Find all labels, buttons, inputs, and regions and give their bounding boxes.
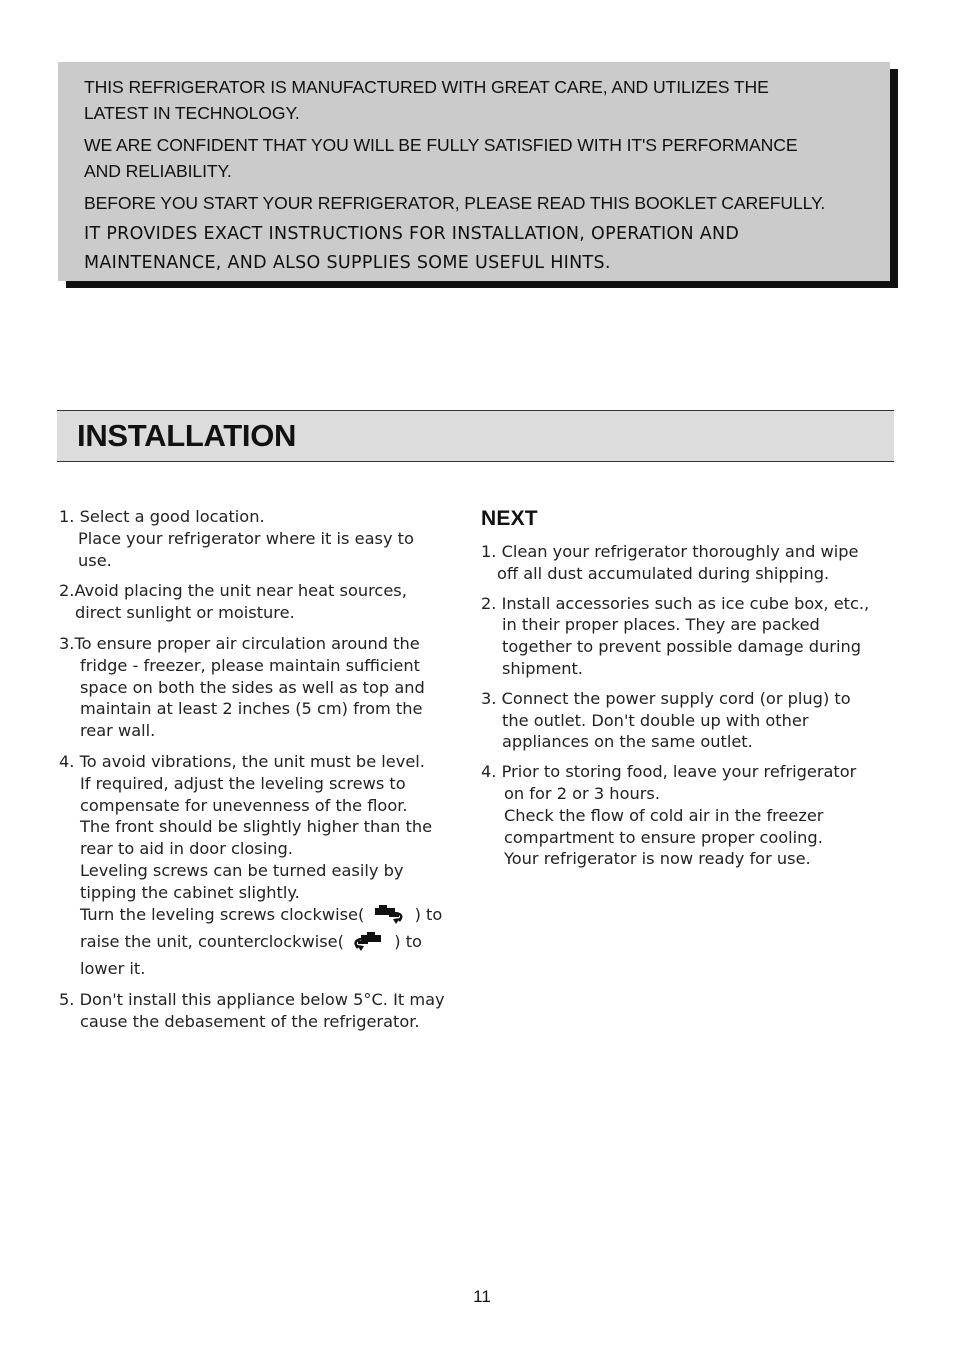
step-line: shipment. (502, 658, 583, 678)
step-line: 5. Don't install this appliance below 5°C. It may (59, 989, 445, 1009)
step-line: rear wall. (80, 721, 156, 741)
step-line: appliances on the same outlet. (502, 732, 753, 752)
section-header (57, 410, 894, 462)
intro-line: BEFORE YOU START YOUR REFRIGERATOR, PLEASE READ THIS BOOKLET CAREFULLY. (84, 193, 826, 213)
next-heading: NEXT (481, 507, 538, 530)
step-text: Turn the leveling screws clockwise( (80, 904, 365, 924)
step-line: 2.Avoid placing the unit near heat sources, (59, 581, 407, 601)
step-line: 2. Install accessories such as ice cube box, etc., (481, 593, 870, 613)
intro-line: IT PROVIDES EXACT INSTRUCTIONS FOR INSTALLATION, OPERATION AND (84, 224, 740, 244)
step-line: Your refrigerator is now ready for use. (504, 849, 811, 869)
step-line: on for 2 or 3 hours. (504, 783, 660, 803)
next-step-3 (481, 688, 901, 753)
intro-paragraph-2 (84, 132, 890, 184)
step-line: 4. To avoid vibrations, the unit must be level. (59, 751, 425, 771)
intro-paragraph-1 (84, 74, 890, 126)
step-text: raise the unit, counterclockwise( (80, 932, 344, 952)
intro-paragraph-3 (84, 190, 890, 216)
step-line: compensate for unevenness of the floor. (80, 795, 408, 815)
step-line: The front should be slightly higher than the (80, 817, 433, 837)
step-line: off all dust accumulated during shipping. (497, 563, 830, 583)
step-line: 1. Select a good location. (59, 507, 265, 526)
step-line: Leveling screws can be turned easily by (80, 860, 404, 880)
next-step-1 (481, 541, 901, 585)
step-line: space on both the sides as well as top and (80, 677, 425, 697)
step-line: fridge - freezer, please maintain sufficient (80, 655, 420, 675)
step-line: rear to aid in door closing. (80, 839, 293, 859)
intro-paragraph-4 (84, 220, 890, 278)
next-steps-right (481, 506, 901, 878)
step-line: the outlet. Don't double up with other (502, 710, 809, 730)
step-line: in their proper places. They are packed (502, 615, 820, 635)
intro-line: AND RELIABILITY. (84, 161, 232, 181)
step-line: If required, adjust the leveling screws to (80, 773, 406, 793)
step-3 (59, 633, 471, 742)
intro-line: WE ARE CONFIDENT THAT YOU WILL BE FULLY SATISFIED WITH IT'S PERFORMANCE (84, 135, 798, 155)
intro-line: MAINTENANCE, AND ALSO SUPPLIES SOME USEFUL HINTS. (84, 253, 611, 273)
intro-notice-box (58, 62, 890, 281)
section-title: INSTALLATION (77, 418, 297, 453)
counterclockwise-arrow-icon (351, 930, 387, 958)
step-2 (59, 580, 471, 624)
step-line-clockwise (59, 904, 471, 931)
step-line: 3. Connect the power supply cord (or plug) to (481, 688, 851, 708)
step-1 (59, 506, 471, 571)
step-4 (59, 751, 471, 980)
intro-line: THIS REFRIGERATOR IS MANUFACTURED WITH GREAT CARE, AND UTILIZES THE (84, 77, 769, 97)
step-line: together to prevent possible damage during (502, 637, 861, 657)
step-5 (59, 989, 471, 1033)
next-step-4 (481, 761, 901, 870)
step-line: 3.To ensure proper air circulation around the (59, 633, 420, 653)
installation-steps-left (59, 506, 471, 1042)
step-line: Check the flow of cold air in the freezer (504, 805, 824, 825)
step-line: 1. Clean your refrigerator thoroughly and wipe (481, 542, 859, 561)
step-line: lower it. (80, 959, 146, 979)
clockwise-arrow-icon (371, 905, 407, 931)
step-line: direct sunlight or moisture. (75, 603, 295, 623)
page-number: 11 (473, 1287, 491, 1306)
step-line: cause the debasement of the refrigerator. (80, 1011, 420, 1031)
step-line: maintain at least 2 inches (5 cm) from the (80, 699, 423, 719)
step-line: use. (78, 550, 112, 570)
step-line: 4. Prior to storing food, leave your refrigerator (481, 762, 857, 782)
step-line: tipping the cabinet slightly. (80, 882, 300, 902)
step-line: Place your refrigerator where it is easy to (78, 528, 414, 548)
step-line-counterclockwise (59, 930, 471, 958)
intro-line: LATEST IN TECHNOLOGY. (84, 103, 300, 123)
step-text: ) to (394, 932, 422, 952)
next-step-2 (481, 593, 901, 680)
step-line: compartment to ensure proper cooling. (504, 827, 823, 847)
step-text: ) to (414, 904, 443, 924)
